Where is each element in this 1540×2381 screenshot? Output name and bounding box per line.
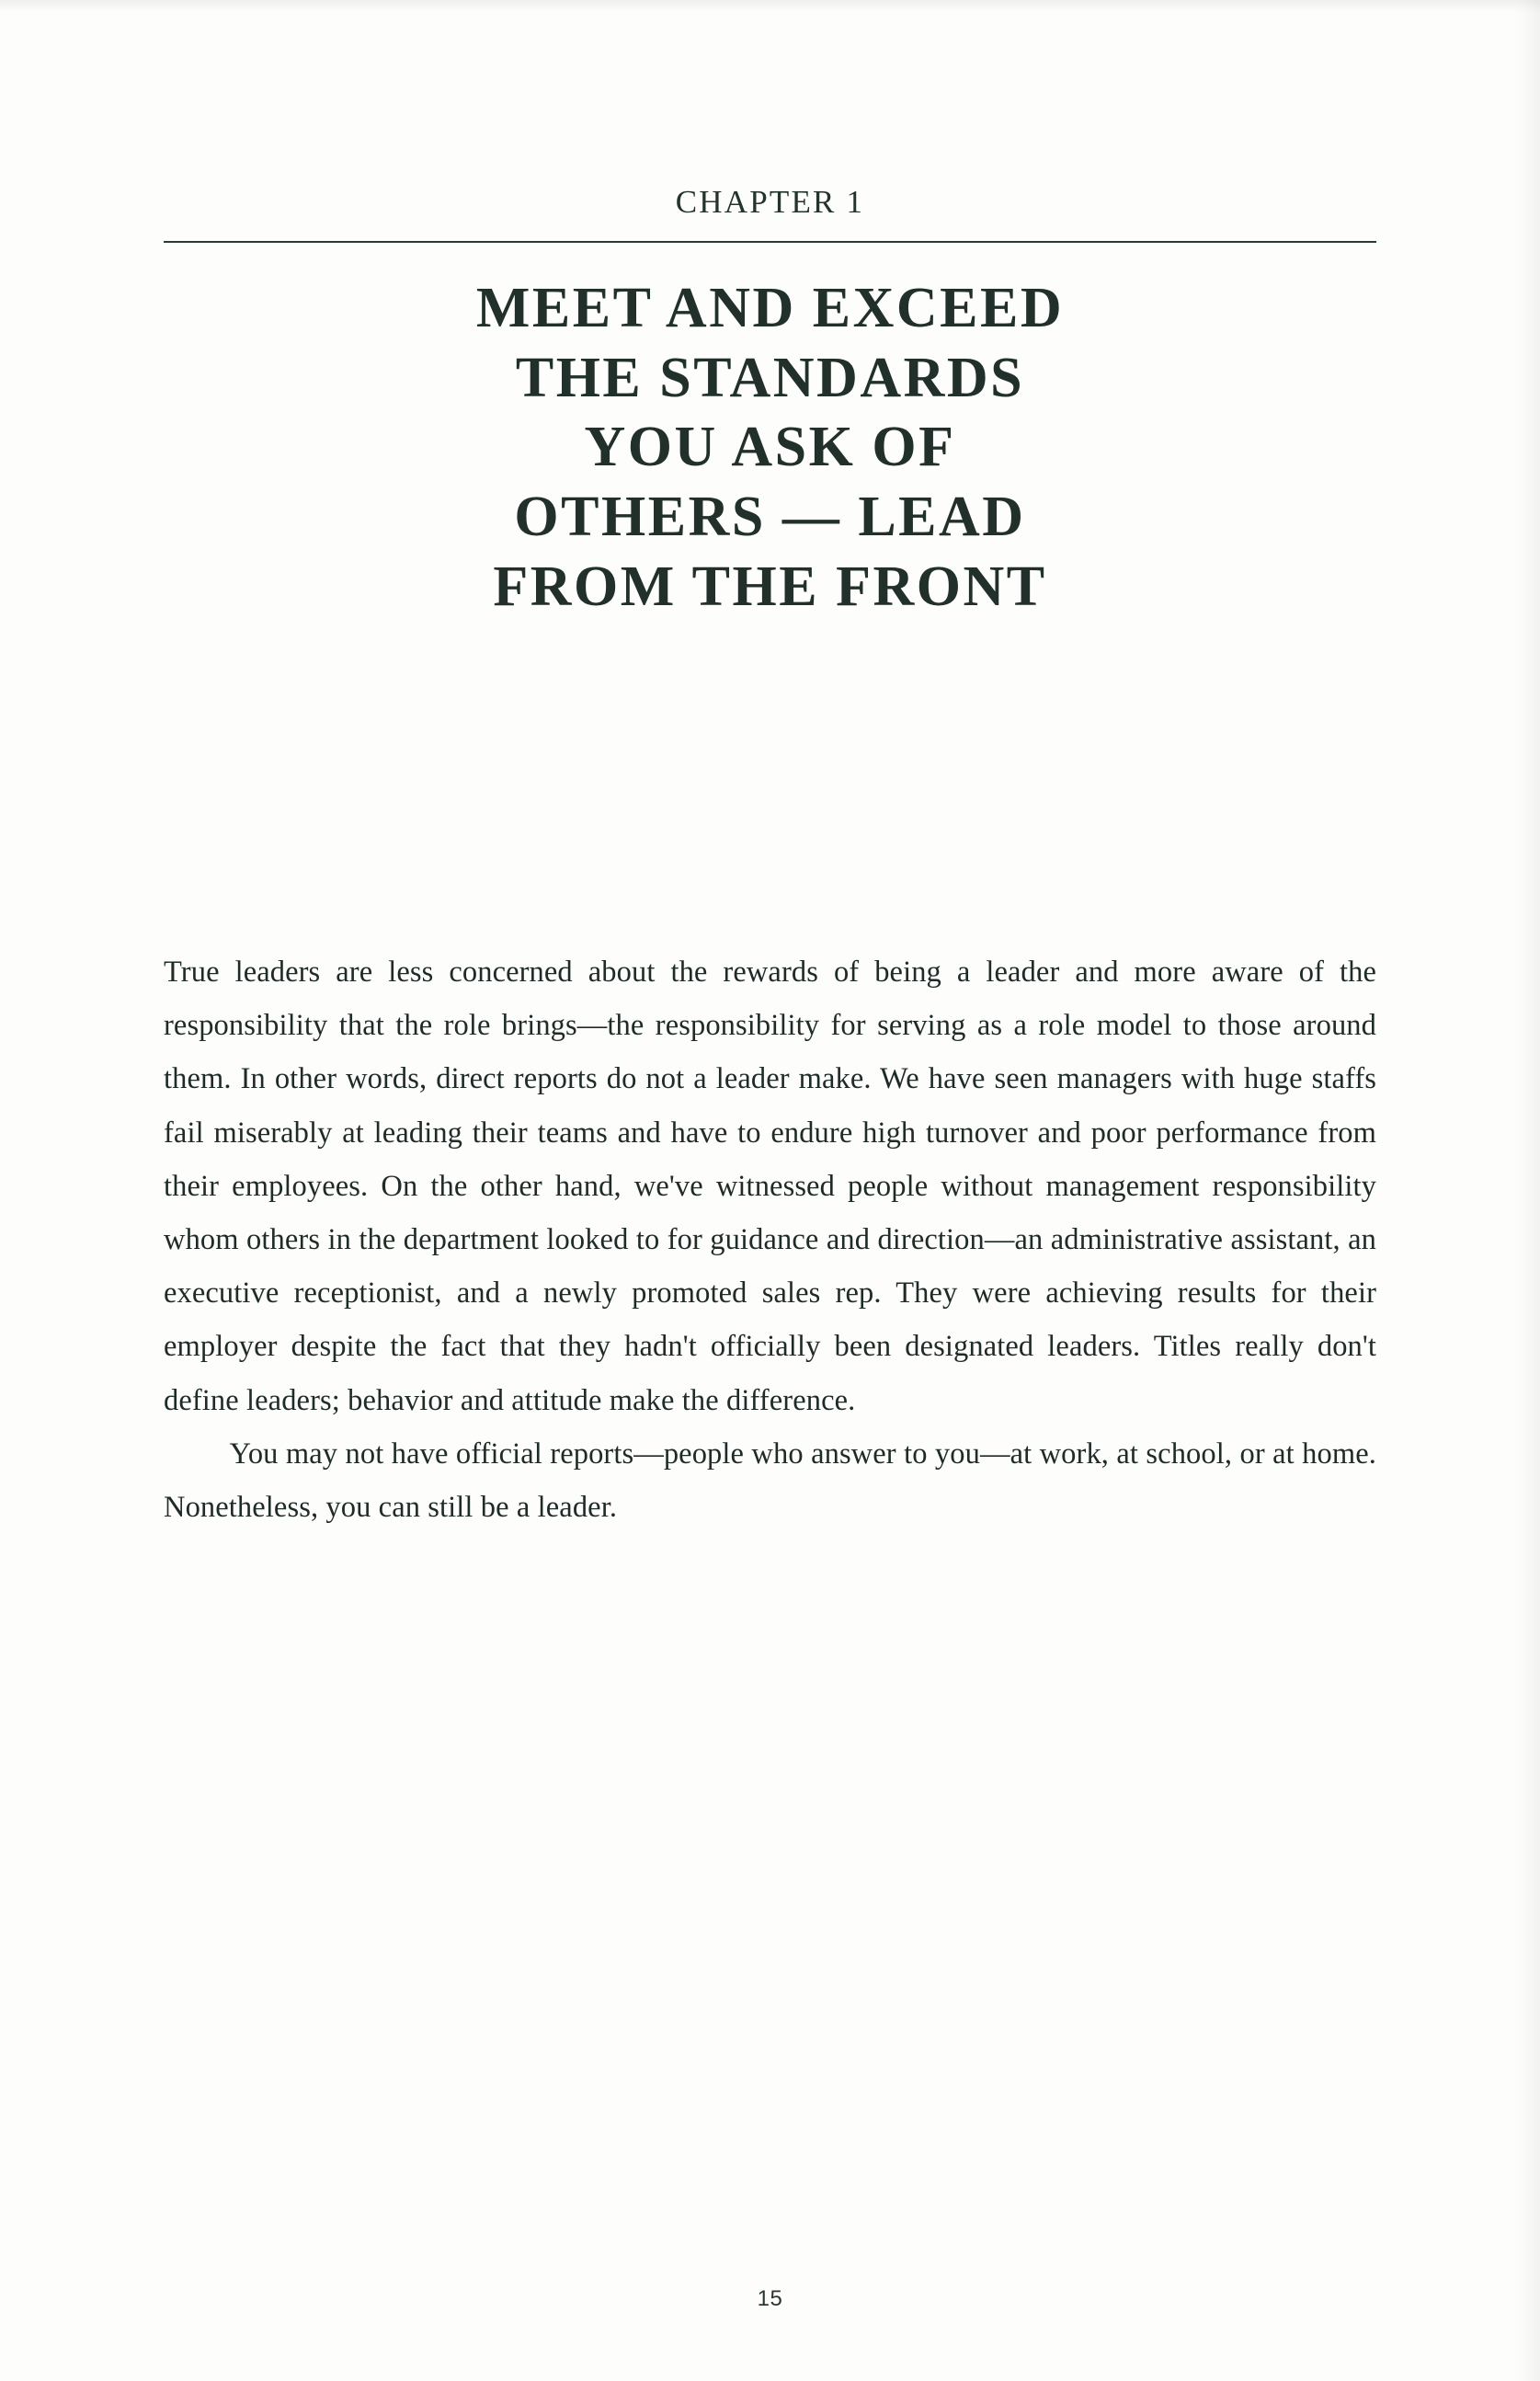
chapter-title-line: MEET AND EXCEED [475, 277, 1065, 339]
chapter-title-line: FROM THE FRONT [493, 555, 1047, 618]
paragraph: You may not have official reports—people who answer to you—at work, at school, or at home. Nonetheless, you can still be a leader. [164, 1437, 1376, 1524]
body-text [164, 945, 1376, 1534]
page-title [164, 274, 1376, 622]
header-rule [164, 241, 1376, 243]
page-content [164, 0, 1376, 2381]
paragraph: True leaders are less concerned about the rewards of being a leader and more aware of the responsibility that the role brings—the responsibility for serving as a role model to those around them. In other words, direct reports do not a leader make. We have seen managers with huge staffs fail miserably at leading their teams and have to endure high turnover and poor performance from their employees. On the other hand, we've witnessed people without management responsibility whom others in the department looked to for guidance and direction—an administrative assistant, an executive receptionist, and a newly promoted sales rep. They were achieving results for their employer despite the fact that they hadn't officially been designated leaders. Titles really don't define leaders; behavior and attitude make the difference. [164, 956, 1376, 1417]
page-number: 15 [757, 2286, 783, 2311]
chapter-title-line: YOU ASK OF [584, 416, 956, 479]
chapter-title-line: OTHERS — LEAD [514, 485, 1026, 548]
chapter-label: CHAPTER 1 [675, 184, 865, 220]
chapter-title-line: THE STANDARDS [515, 346, 1025, 409]
